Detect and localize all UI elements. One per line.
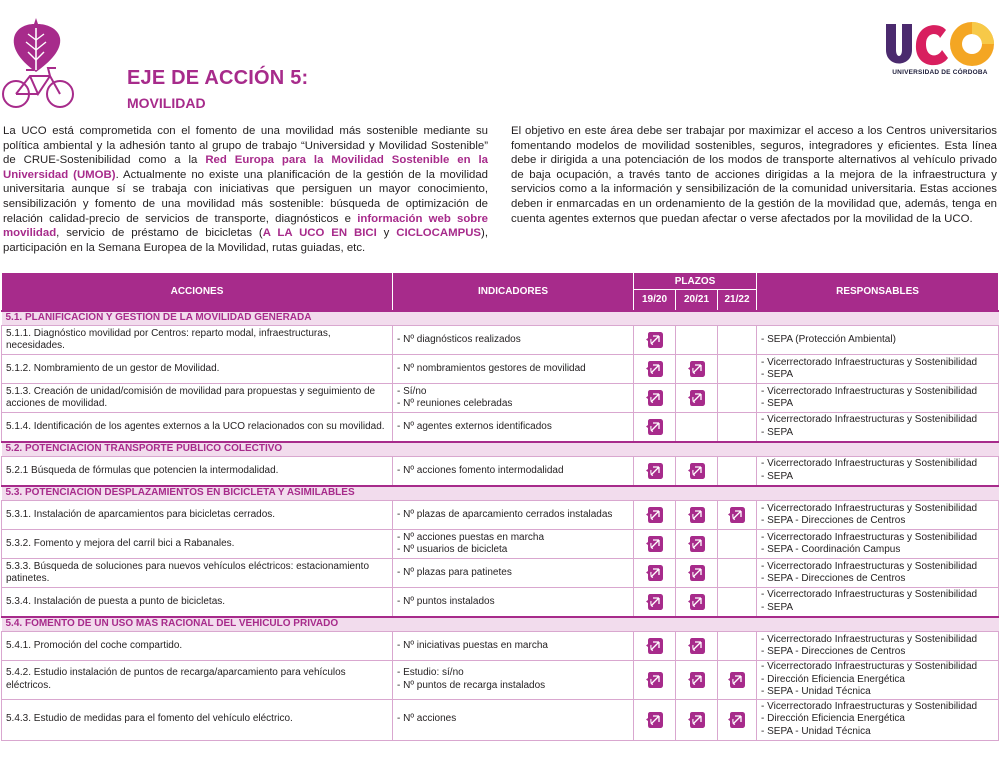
leaf-arrow-icon [687,563,707,583]
responsables-cell [757,501,999,530]
leaf-arrow-icon [645,592,665,612]
plazo-cell [718,530,757,559]
indicador-line: - Nº usuarios de bicicleta [397,544,508,555]
leaf-arrow-icon [687,534,707,554]
leaf-arrow-icon [645,359,665,379]
intro-right-paragraph: El objetivo en este área debe ser trabajar por maximizar el acceso a los Centros universitarios fomentando modelos de movilidad sostenibles, seguros, integradores y eficientes. Esta línea debe ir dirigida a una potenciación de los modos de transporte alternativos al vehículo privado de baja ocupación, a través tanto de acciones dirigidas a la mejora de la infraestructura y servicios como a la información y sensibilización de la comunidad universitaria. Estas acciones deben ir enmarcadas en un ordenamiento de la gestión de la movilidad que, además, tenga en cuenta agentes externos que puedan afectar o verse afectados por la movilidad de la UCO. [511,125,997,225]
plazo-cell [718,355,757,384]
header-indicadores: INDICADORES [393,273,634,311]
leaf-arrow-icon [645,563,665,583]
responsable-line: - Vicerrectorado Infraestructuras y Sostenibilidad [761,560,978,572]
leaf-arrow-icon [687,592,707,612]
accion-cell: 5.4.2. Estudio instalación de puntos de recarga/aparcamiento para vehículos eléctricos. [2,661,393,700]
leaf-arrow-icon [687,461,707,481]
plazo-cell [676,355,718,384]
leaf-arrow-icon [645,670,665,690]
table-header [2,273,999,311]
plazo-cell [676,661,718,700]
leaf-arrow-icon [727,710,747,730]
plazo-cell [718,661,757,700]
indicadores-cell [393,632,634,661]
plazo-cell [634,355,676,384]
indicador-line: - Nº acciones fomento intermodalidad [397,464,564,476]
indicador-line: - Nº acciones [397,713,457,725]
section-title: 5.3. POTENCIACIÓN DESPLAZAMIENTOS EN BICICLETA Y ASIMILABLES [2,486,999,501]
indicadores-cell [393,384,634,413]
responsable-line: - Vicerrectorado Infraestructuras y Sostenibilidad [761,700,978,712]
table-row [2,384,999,413]
indicador-line: - Nº agentes externos identificados [397,420,552,432]
table-row [2,413,999,442]
leaf-arrow-icon [645,388,665,408]
table-row [2,355,999,384]
indicadores-cell [393,588,634,617]
page-subtitle: MOVILIDAD [127,95,206,111]
responsable-line: - SEPA - Unidad Técnica [761,725,871,737]
accion-cell: 5.2.1 Búsqueda de fórmulas que potencien la intermodalidad. [2,457,393,486]
responsable-line: - Vicerrectorado Infraestructuras y Sostenibilidad [761,633,978,645]
responsable-line: - Vicerrectorado Infraestructuras y Sostenibilidad [761,356,978,368]
responsable-line: - SEPA [761,470,794,482]
plazo-cell [676,326,718,355]
responsables-cell [757,326,999,355]
accion-cell: 5.3.3. Búsqueda de soluciones para nuevos vehículos eléctricos: estacionamiento patinetes. [2,559,393,588]
leaf-arrow-icon [645,710,665,730]
plazo-cell [634,457,676,486]
responsable-line: - SEPA [761,426,794,438]
plazo-cell [634,588,676,617]
plazo-cell [676,384,718,413]
responsable-line: - SEPA - Direcciones de Centros [761,646,906,657]
indicador-line: - Nº acciones puestas en marcha [397,531,545,543]
accion-cell: 5.1.3. Creación de unidad/comisión de movilidad para propuestas y seguimiento de acciones de movilidad. [2,384,393,413]
plazo-cell [676,699,718,740]
responsables-cell [757,559,999,588]
responsable-line: - Vicerrectorado Infraestructuras y Sostenibilidad [761,385,978,397]
accion-cell: 5.3.1. Instalación de aparcamientos para bicicletas cerrados. [2,501,393,530]
indicadores-cell [393,530,634,559]
plazo-cell [634,326,676,355]
plazo-cell [634,413,676,442]
leaf-bicycle-icon [0,14,80,114]
responsable-line: - Vicerrectorado Infraestructuras y Sostenibilidad [761,661,978,672]
plazo-cell [634,384,676,413]
indicador-line: - Nº plazas de aparcamiento cerrados instaladas [397,508,613,520]
indicador-line: - Nº puntos de recarga instalados [397,679,546,691]
leaf-arrow-icon [645,461,665,481]
plazo-cell [718,559,757,588]
responsable-line: - Vicerrectorado Infraestructuras y Sostenibilidad [761,414,978,426]
responsable-line: - SEPA [761,398,794,409]
leaf-arrow-icon [687,505,707,525]
accion-cell: 5.1.1. Diagnóstico movilidad por Centros: reparto modal, infraestructuras, necesidades. [2,326,393,355]
intro-text: , servicio de préstamo de bicicletas ( [56,227,263,240]
indicadores-cell [393,501,634,530]
responsable-line: - Vicerrectorado Infraestructuras y Sostenibilidad [761,502,978,514]
plazo-cell [634,632,676,661]
responsables-cell [757,457,999,486]
section-title: 5.1. PLANIFICACIÓN Y GESTIÓN DE LA MOVILIDAD GENERADA [2,311,999,326]
indicadores-cell [393,413,634,442]
leaf-arrow-icon [687,636,707,656]
logo-subtext: UNIVERSIDAD DE CÓRDOBA [892,69,988,76]
indicador-line: - Estudio: sí/no [397,667,464,679]
plazo-cell [634,661,676,700]
plazo-cell [718,588,757,617]
responsable-line: - Dirección Eficiencia Energética [761,673,905,685]
plazo-cell [676,457,718,486]
table-row [2,326,999,355]
ciclocampus-link[interactable]: CICLOCAMPUS [396,227,482,240]
plazo-cell [676,501,718,530]
responsable-line: - SEPA [761,601,794,613]
responsables-cell [757,588,999,617]
section-row [2,311,999,326]
indicador-line: - Nº reuniones celebradas [397,398,513,409]
responsable-line: - SEPA - Coordinación Campus [761,544,901,555]
umob-link[interactable]: Red Europa para la Movilidad Sostenible en la Universidad (UMOB) [3,154,489,181]
indicadores-cell [393,699,634,740]
header-year: 19/20 [634,290,676,311]
accion-cell: 5.1.4. Identificación de los agentes externos a la UCO relacionados con su movilidad. [2,413,393,442]
plazo-cell [634,530,676,559]
plazo-cell [676,530,718,559]
leaf-arrow-icon [645,534,665,554]
intro-text: y [376,227,397,240]
header-acciones: ACCIONES [2,273,393,311]
indicador-line: - Nº iniciativas puestas en marcha [397,639,548,651]
leaf-arrow-icon [687,670,707,690]
responsable-line: - Vicerrectorado Infraestructuras y Sostenibilidad [761,458,978,470]
plazo-cell [718,501,757,530]
responsable-line: - Vicerrectorado Infraestructuras y Sostenibilidad [761,531,978,543]
indicadores-cell [393,661,634,700]
plazo-cell [676,632,718,661]
header-year: 20/21 [676,290,718,311]
leaf-arrow-icon [645,505,665,525]
plazo-cell [718,632,757,661]
accion-cell: 5.4.3. Estudio de medidas para el fomento del vehículo eléctrico. [2,699,393,740]
indicadores-cell [393,355,634,384]
table-row [2,632,999,661]
responsable-line: - SEPA - Direcciones de Centros [761,573,906,584]
table-row [2,530,999,559]
leaf-arrow-icon [687,710,707,730]
responsables-cell [757,384,999,413]
leaf-arrow-icon [727,505,747,525]
header-responsables: RESPONSABLES [757,273,999,311]
header-year: 21/22 [718,290,757,311]
table-row [2,588,999,617]
accion-cell: 5.3.4. Instalación de puesta a punto de bicicletas. [2,588,393,617]
indicador-line: - Nº nombramientos gestores de movilidad [397,362,586,374]
plazo-cell [676,588,718,617]
responsable-line: - SEPA - Unidad Técnica [761,686,871,697]
responsable-line: - Vicerrectorado Infraestructuras y Sostenibilidad [761,589,978,601]
uco-en-bici-link[interactable]: A LA UCO EN BICI [262,227,377,240]
plazo-cell [718,699,757,740]
indicadores-cell [393,457,634,486]
responsables-cell [757,355,999,384]
responsables-cell [757,632,999,661]
intro-text: ), participación en la Semana Europea de la Movilidad, rutas guiadas, etc. [3,227,488,254]
leaf-arrow-icon [687,388,707,408]
leaf-arrow-icon [645,636,665,656]
indicador-line: - Nº diagnósticos realizados [397,333,521,345]
accion-cell: 5.4.1. Promoción del coche compartido. [2,632,393,661]
table-body [2,311,999,741]
web-movilidad-link[interactable]: información web sobre movilidad [3,212,489,240]
intro-left-paragraph [3,124,488,255]
section-row [2,617,999,632]
section-title: 5.4. FOMENTO DE UN USO MÁS RACIONAL DEL VEHÍCULO PRIVADO [2,617,999,632]
responsables-cell [757,413,999,442]
table-row [2,501,999,530]
intro-text: . Actualmente no existe una planificación de la gestión de la movilidad universitaria aunque sí se trabaja con iniciativas que persiguen un mayor conocimiento, sensibilización y fomento de una movilidad más sostenible: búsqueda de optimización de relación calidad-precio de servicios de transporte, diagnósticos e [3,168,488,225]
plazo-cell [634,699,676,740]
indicadores-cell [393,559,634,588]
section-title: 5.2. POTENCIACIÓN TRANSPORTE PÚBLICO COLECTIVO [2,442,999,457]
page-title: EJE DE ACCIÓN 5: [127,67,309,89]
plazo-cell [718,413,757,442]
accion-cell: 5.1.2. Nombramiento de un gestor de Movilidad. [2,355,393,384]
header-plazos: PLAZOS [634,273,757,290]
plazo-cell [718,326,757,355]
responsable-line: - SEPA (Protección Ambiental) [761,333,896,345]
table-row [2,559,999,588]
section-row [2,442,999,457]
responsable-line: - SEPA [761,369,794,380]
plazo-cell [676,559,718,588]
page-heading [127,66,308,112]
indicador-line: - Nº plazas para patinetes [397,566,512,578]
responsables-cell [757,661,999,700]
table-row [2,457,999,486]
indicador-line: - Nº puntos instalados [397,595,495,607]
section-row [2,486,999,501]
plazo-cell [634,559,676,588]
responsables-cell [757,699,999,740]
accion-cell: 5.3.2. Fomento y mejora del carril bici a Rabanales. [2,530,393,559]
intro-text: La UCO está comprometida con el fomento de una movilidad más sostenible mediante su política ambiental y la adhesión tanto al grupo de trabajo “Universidad y Movilidad Sostenible” de CRUE-Sostenibilidad como a la [3,125,488,167]
leaf-arrow-icon [645,330,665,350]
action-plan-table [1,272,999,741]
indicadores-cell [393,326,634,355]
table-row [2,699,999,740]
plazo-cell [718,384,757,413]
responsable-line: - SEPA - Direcciones de Centros [761,515,906,526]
leaf-arrow-icon [645,417,665,437]
leaf-arrow-icon [727,670,747,690]
table-row [2,661,999,700]
responsable-line: - Dirección Eficiencia Energética [761,713,905,725]
responsables-cell [757,530,999,559]
indicador-line: - Sí/no [397,385,427,397]
plazo-cell [718,457,757,486]
leaf-arrow-icon [687,359,707,379]
plazo-cell [634,501,676,530]
plazo-cell [676,413,718,442]
